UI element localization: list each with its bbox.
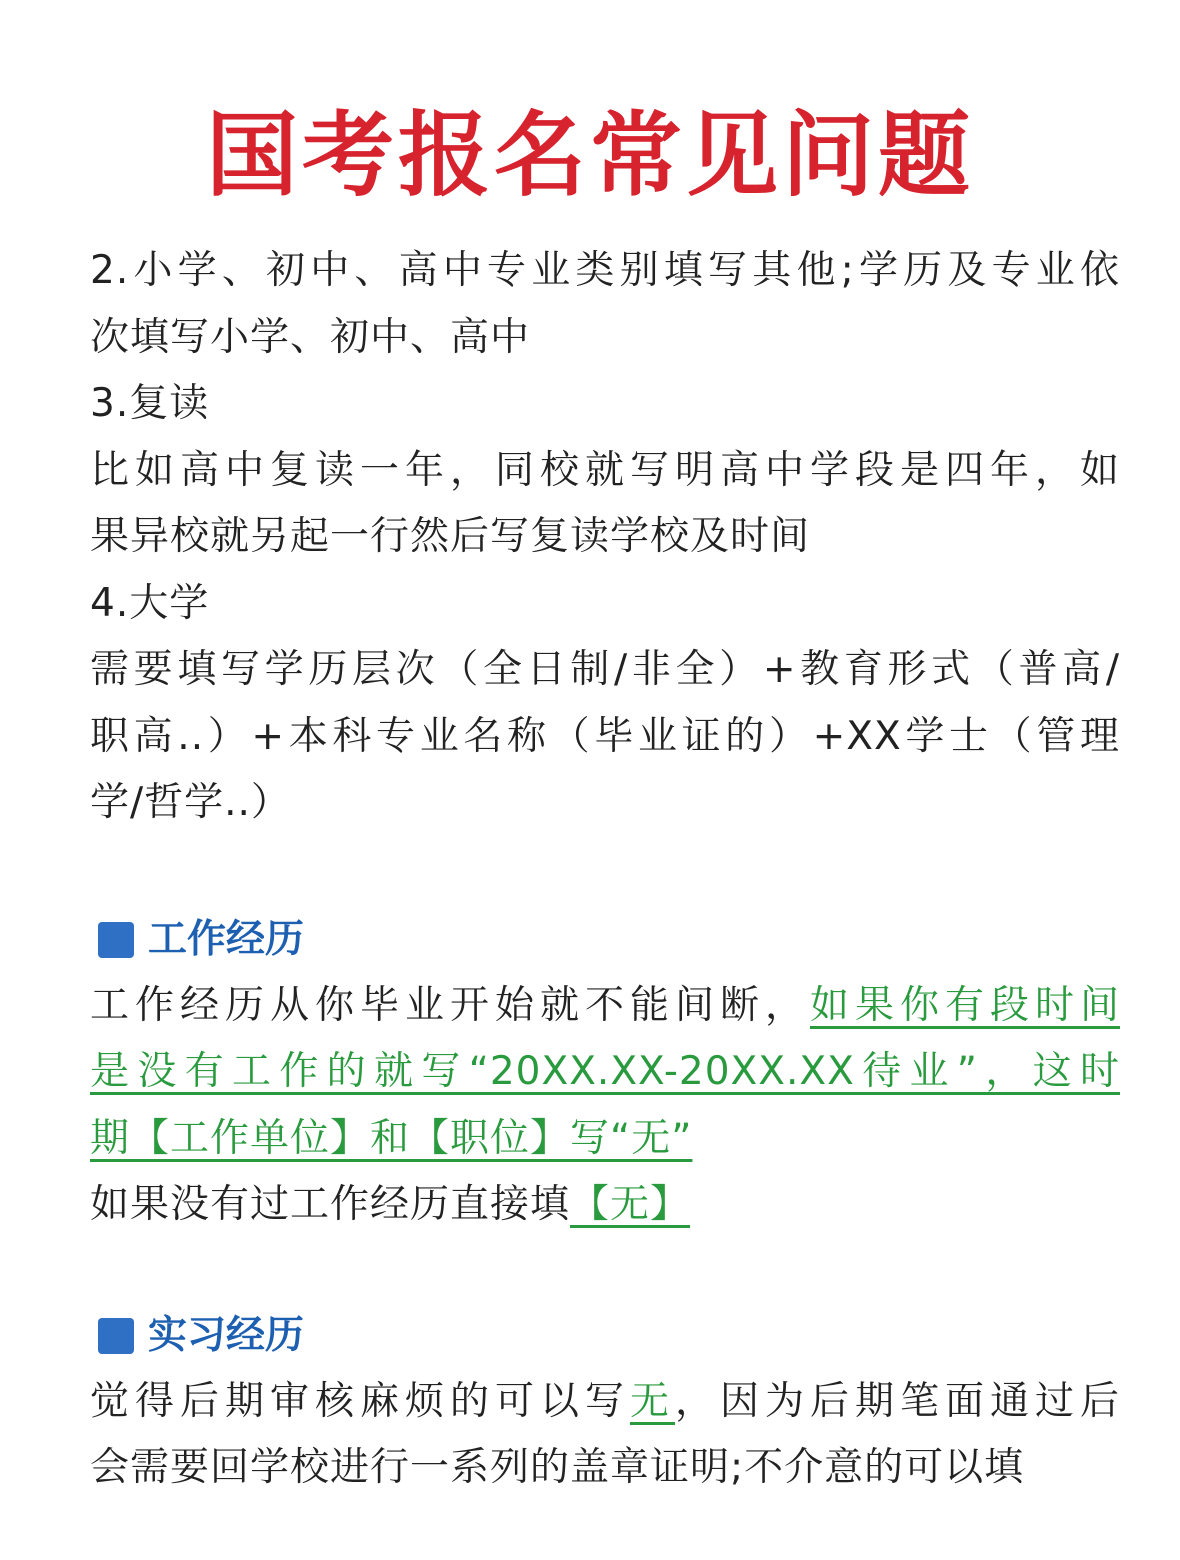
section-work-heading <box>90 907 1120 973</box>
edu-item4-heading: 4.大学 <box>90 580 210 626</box>
work-line1 <box>90 973 1120 1040</box>
edu-item2-line2: 次填写小学、初中、高中 <box>90 314 531 360</box>
internship-heading-text: 实习经历 <box>148 1312 305 1358</box>
section-internship-heading <box>90 1303 1120 1369</box>
work-line1-plain: 工作经历从你毕业开始就不能间断， <box>90 982 810 1028</box>
page-title: 国考报名常见问题 <box>205 102 974 209</box>
edu-item3-line1: 比如高中复读一年，同校就写明高中学段是四年，如 <box>90 447 1120 493</box>
blue-square-bullet-icon <box>98 1318 134 1354</box>
work-line2-highlight: 是没有工作的就写“20XX.XX-20XX.XX待业”，这时 <box>90 1049 1120 1094</box>
internship-line1-b: ，因为后期笔面通过后 <box>674 1378 1120 1424</box>
edu-item3-heading: 3.复读 <box>90 381 210 426</box>
edu-item3-line2: 果异校就另起一行然后写复读学校及时间 <box>90 514 811 559</box>
blue-square-bullet-icon <box>98 922 134 958</box>
edu-item2-line1: 2.小学、初中、高中专业类别填写其他;学历及专业依 <box>90 248 1120 293</box>
content <box>90 238 1120 1502</box>
work-heading-text: 工作经历 <box>148 916 305 962</box>
edu-item4-line1: 需要填写学历层次（全日制/非全）+教育形式（普高/ <box>90 647 1120 692</box>
work-line3 <box>90 1106 1120 1173</box>
work-line4-highlight: 【无】 <box>570 1182 691 1227</box>
work-line1-highlight: 如果你有段时间 <box>809 982 1120 1028</box>
work-line4 <box>90 1172 1120 1239</box>
work-line2 <box>90 1039 1120 1106</box>
edu-item4-line3: 学/哲学..） <box>90 780 291 825</box>
edu-item4-line2: 职高..）+本科专业名称（毕业证的）+XX学士（管理 <box>90 713 1120 759</box>
internship-line2: 会需要回学校进行一系列的盖章证明;不介意的可以填 <box>90 1445 1025 1490</box>
internship-line1 <box>90 1369 1120 1436</box>
work-line4-plain: 如果没有过工作经历直接填 <box>90 1182 571 1227</box>
internship-line1-highlight: 无 <box>629 1378 675 1424</box>
work-line3-highlight: 期【工作单位】和【职位】写“无” <box>90 1115 693 1161</box>
internship-line1-a: 觉得后期审核麻烦的可以写 <box>90 1378 630 1424</box>
